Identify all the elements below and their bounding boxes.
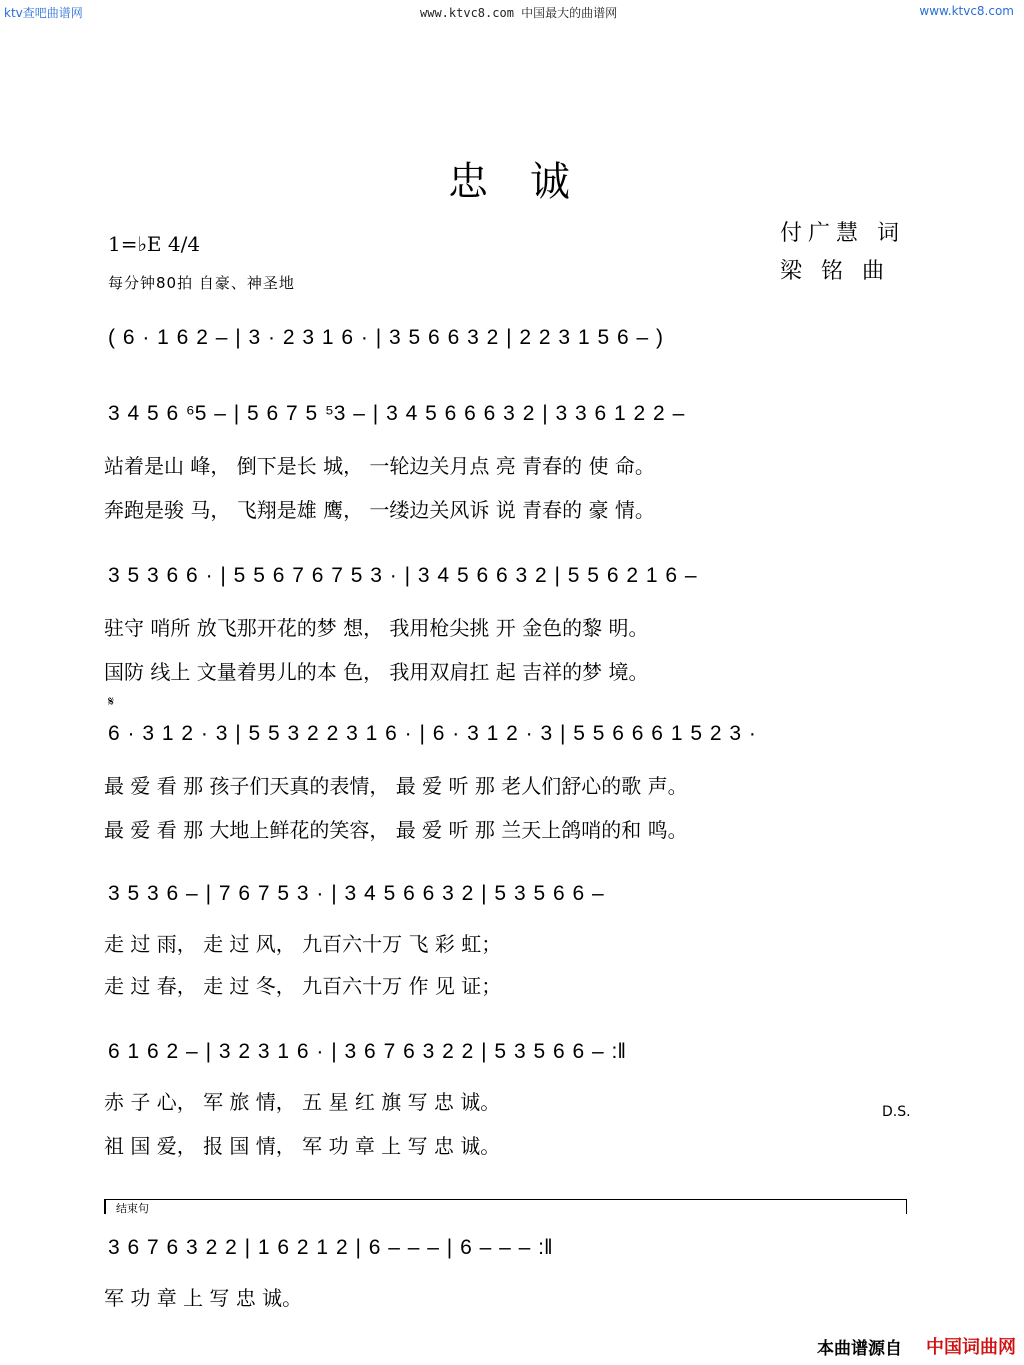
line5-lyric-verse1: 赤 子 心， 军 旅 情， 五 星 红 旗 写 忠 诚。 xyxy=(104,1090,501,1114)
header-site-center[interactable]: www.ktvc8.com 中国最大的曲谱网 xyxy=(420,6,618,20)
segno-sign: 𝄋 xyxy=(108,694,115,710)
line4-lyric-verse2: 走 过 春， 走 过 冬， 九百六十万 作 见 证； xyxy=(104,974,502,998)
header-site-left[interactable]: ktv查吧曲谱网 xyxy=(4,6,83,20)
ending-bracket xyxy=(104,1199,907,1214)
line1-lyric-verse2: 奔跑是骏 马， 飞翔是雄 鹰， 一缕边关风诉 说 青春的 豪 情。 xyxy=(104,498,655,522)
line4-notes: 3 5 3 6 – | 7 6 7 5 3 · | 3 4 5 6 6 3 2 | 5 3 5 6 6 – xyxy=(108,882,604,905)
ending-label: 结束句 xyxy=(116,1202,149,1215)
line2-notes: 3 5 3 6 6 · | 5 5 6 7 6 7 5 3 · | 3 4 5 6 6 3 2 | 5 5 6 2 1 6 – xyxy=(108,564,697,587)
line2-lyric-verse2: 国防 线上 文量着男儿的本 色， 我用双肩扛 起 吉祥的梦 境。 xyxy=(104,660,649,684)
footer-source-label: 本曲谱源自 xyxy=(817,1339,902,1359)
footer-site-link[interactable]: 中国词曲网 xyxy=(926,1337,1016,1358)
composer-credit: 梁 铭 曲 xyxy=(780,259,890,284)
key-signature: 1=♭E 4/4 xyxy=(108,232,201,256)
ending-lyric: 军 功 章 上 写 忠 诚。 xyxy=(104,1286,303,1310)
line5-notes: 6 1 6 2 – | 3 2 3 1 6 · | 3 6 7 6 3 2 2 | 5 3 5 6 6 – :‖ xyxy=(108,1040,627,1063)
intro-notes: ( 6 · 1 6 2 – | 3 · 2 3 1 6 · | 3 5 6 6 3 2 | 2 2 3 1 5 6 – ) xyxy=(108,326,663,349)
line3-lyric-verse1: 最 爱 看 那 孩子们天真的表情， 最 爱 听 那 老人们舒心的歌 声。 xyxy=(104,774,688,798)
line1-notes: 3 4 5 6 ⁶5 – | 5 6 7 5 ⁵3 – | 3 4 5 6 6 6 3 2 | 3 3 6 1 2 2 – xyxy=(108,402,685,425)
ending-notes: 3 6 7 6 3 2 2 | 1 6 2 1 2 | 6 – – – | 6 – – – :‖ xyxy=(108,1236,553,1259)
line2-lyric-verse1: 驻守 哨所 放飞那开花的梦 想， 我用枪尖挑 开 金色的黎 明。 xyxy=(104,616,649,640)
lyricist-credit: 付广慧 词 xyxy=(780,221,905,246)
line3-notes: 6 · 3 1 2 · 3 | 5 5 3 2 2 3 1 6 · | 6 · 3 1 2 · 3 | 5 5 6 6 6 1 5 2 3 · xyxy=(108,722,756,745)
header-site-right[interactable]: www.ktvc8.com xyxy=(919,4,1014,18)
line1-lyric-verse1: 站着是山 峰， 倒下是长 城， 一轮边关月点 亮 青春的 使 命。 xyxy=(104,454,655,478)
song-title: 忠诚 xyxy=(448,159,612,205)
dal-segno-mark: D.S. xyxy=(882,1104,911,1120)
tempo-marking: 每分钟80拍 自豪、神圣地 xyxy=(108,274,295,292)
line5-lyric-verse2: 祖 国 爱， 报 国 情， 军 功 章 上 写 忠 诚。 xyxy=(104,1134,501,1158)
line4-lyric-verse1: 走 过 雨， 走 过 风， 九百六十万 飞 彩 虹； xyxy=(104,932,502,956)
line3-lyric-verse2: 最 爱 看 那 大地上鲜花的笑容， 最 爱 听 那 兰天上鸽哨的和 鸣。 xyxy=(104,818,688,842)
